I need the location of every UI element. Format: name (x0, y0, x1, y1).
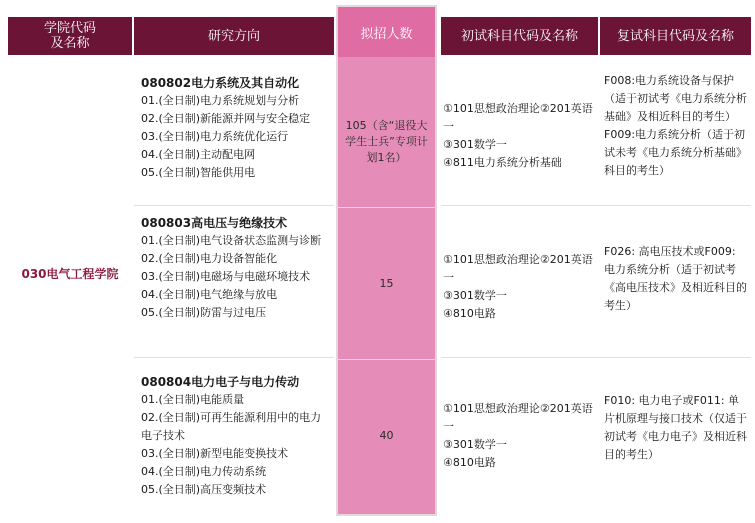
enrollment-value: 15 (379, 277, 394, 290)
enrollment-value: 40 (379, 429, 394, 442)
enrollment-column (336, 5, 437, 516)
row-separator (338, 207, 435, 208)
row-separator (338, 359, 435, 360)
prelim-line: ④811电力系统分析基础 (443, 156, 562, 169)
research-direction-group (141, 74, 331, 182)
prelim-line: ①101思想政治理论②201英语一 (443, 102, 593, 133)
direction-item: 05.(全日制)智能供用电 (141, 166, 256, 179)
direction-item: 04.(全日制)电气绝缘与放电 (141, 288, 278, 301)
prelim-subjects (443, 251, 598, 323)
direction-title: 080803高电压与绝缘技术 (141, 216, 288, 230)
direction-item: 02.(全日制)新能源并网与安全稳定 (141, 112, 311, 125)
direction-item: 02.(全日制)电力设备智能化 (141, 252, 278, 265)
direction-title: 080804电力电子与电力传动 (141, 375, 300, 389)
row-divider (134, 205, 334, 206)
second-subjects: F010: 电力电子或F011: 单片机原理与接口技术（仅适于初试考《电力电子》及相近科目的考生） (604, 394, 747, 461)
header-direction: 研究方向 (134, 17, 334, 55)
prelim-subjects (443, 100, 598, 172)
header-enrollment: 拟招人数 (338, 7, 435, 57)
header-school: 学院代码 及名称 (8, 17, 132, 55)
direction-item: 01.(全日制)电能质量 (141, 393, 245, 406)
direction-item: 03.(全日制)新型电能变换技术 (141, 447, 289, 460)
school-name: 030电气工程学院 (21, 267, 119, 281)
prelim-line: ①101思想政治理论②201英语一 (443, 253, 593, 284)
direction-item: 05.(全日制)防雷与过电压 (141, 306, 267, 319)
direction-item: 05.(全日制)高压变频技术 (141, 483, 267, 496)
prelim-line: ③301数学一 (443, 289, 507, 302)
prelim-line: ④810电路 (443, 456, 496, 469)
prelim-line: ③301数学一 (443, 138, 507, 151)
second-subjects: F026: 高电压技术或F009: 电力系统分析（适于初试考《高电压技术》及相近科目的考生） (604, 245, 747, 312)
row-divider (441, 357, 751, 358)
research-direction-group (141, 214, 331, 322)
second-subjects: F008:电力系统设备与保护（适于初试考《电力系统分析基础》及相近科目的考生） F009:电力系统分析（适于初试未考《电力系统分析基础》科目的考生） (604, 74, 747, 177)
header-second-subjects: 复试科目代码及名称 (600, 17, 751, 55)
direction-item: 04.(全日制)主动配电网 (141, 148, 256, 161)
row-divider (134, 357, 334, 358)
enrollment-value: 105（含“退役大学生士兵”专项计划1名） (345, 119, 428, 164)
direction-item: 02.(全日制)可再生能源利用中的电力电子技术 (141, 411, 322, 442)
direction-item: 03.(全日制)电力系统优化运行 (141, 130, 289, 143)
prelim-line: ①101思想政治理论②201英语一 (443, 402, 593, 433)
header-prelim-subjects: 初试科目代码及名称 (441, 17, 598, 55)
direction-item: 01.(全日制)电力系统规划与分析 (141, 94, 300, 107)
prelim-line: ④810电路 (443, 307, 496, 320)
row-divider (441, 205, 751, 206)
research-direction-group (141, 373, 331, 499)
direction-item: 04.(全日制)电力传动系统 (141, 465, 267, 478)
direction-title: 080802电力系统及其自动化 (141, 76, 300, 90)
prelim-subjects (443, 400, 598, 472)
direction-item: 03.(全日制)电磁场与电磁环境技术 (141, 270, 311, 283)
direction-item: 01.(全日制)电气设备状态监测与诊断 (141, 234, 322, 247)
prelim-line: ③301数学一 (443, 438, 507, 451)
